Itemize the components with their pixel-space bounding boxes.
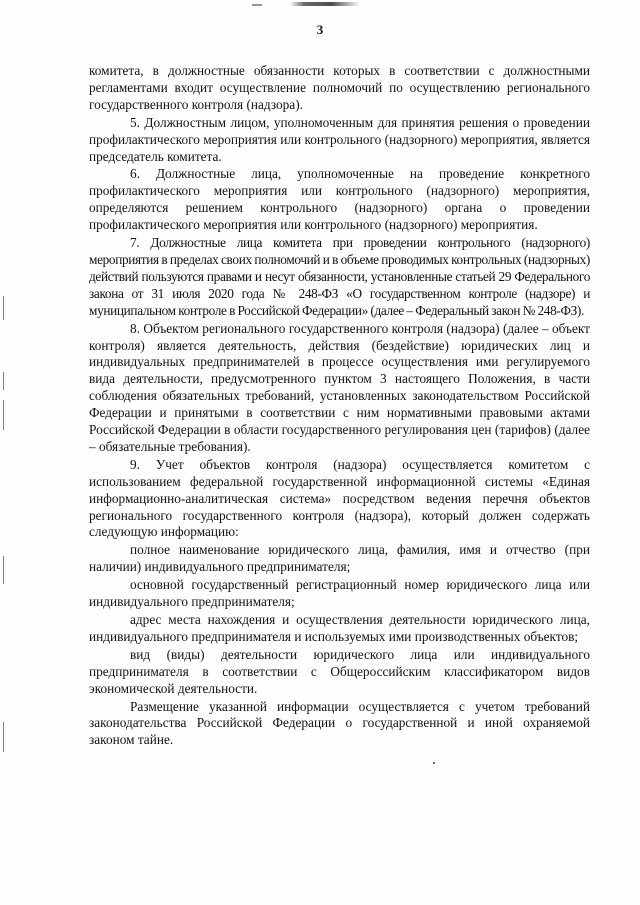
paragraph: 7. Должностные лица комитета при проведении контрольного (надзорного) мероприятия в пределах своих полномочий и в объеме проводимых контрольных (надзорных) действий пользуются правами и несут обязанности, установленные статьей 29 Федерального закона от 31 июля 2020 года № 248-ФЗ «О государственном контроле (надзоре) и муниципальном контроле в Российской Федерации» (далее – Федеральный закон № 248-ФЗ). <box>89 235 590 318</box>
scan-edge-mark <box>3 296 4 320</box>
paragraph: 9. Учет объектов контроля (надзора) осуществляется комитетом с использованием федеральной государственной информационной системы «Единая информационно-аналитическая система» посредством ведения перечня объектов регионального государственного контроля (надзора), который должен содержать следующую информацию: <box>89 456 590 540</box>
paragraph: 6. Должностные лица, уполномоченные на проведение конкретного профилактического мероприятия или контрольного (надзорного) мероприятия, определяются решением контрольного (надзорного) органа о проведении профилактического мероприятия или контрольного (надзорного) мероприятия. <box>89 166 590 233</box>
paragraph: полное наименование юридического лица, фамилия, имя и отчество (при наличии) индивидуального предпринимателя; <box>89 542 590 575</box>
paragraph: комитета, в должностные обязанности которых в соответствии с должностными регламентами входит осуществление полномочий по осуществлению регионального государственного контроля (надзора). <box>89 63 590 112</box>
scan-speck <box>433 762 435 764</box>
scan-artifact <box>290 2 360 6</box>
document-body <box>89 63 590 749</box>
scan-edge-mark <box>3 400 4 430</box>
paragraph: адрес места нахождения и осуществления деятельности юридического лица, индивидуального предпринимателя и используемых ими производственных объектов; <box>89 612 590 644</box>
scan-artifact <box>252 4 262 6</box>
scan-edge-mark <box>3 372 4 390</box>
paragraph: 5. Должностным лицом, уполномоченным для принятия решения о проведении профилактического мероприятия или контрольного (надзорного) мероприятия, является председатель комитета. <box>89 114 590 164</box>
paragraph: Размещение указанной информации осуществляется с учетом требований законодательства Российской Федерации о государственной и иной охраняемой законом тайне. <box>89 698 590 748</box>
scan-edge-mark <box>3 556 4 584</box>
scan-edge-mark <box>3 722 4 752</box>
paragraph: 8. Объектом регионального государственного контроля (надзора) (далее – объект контроля) является деятельность, действия (бездействие) юридических лиц и индивидуальных предпринимателей в процессе осуществления ими регулируемого вида деятельности, предусмотренного пунктом 3 настоящего Положения, в части соблюдения обязательных требований, установленных законодательством Российской Федерации и принятыми в соответствии с ним нормативными правовыми актами Российской Федерации в области государственного регулирования цен (тарифов) (далее – обязательные требования). <box>89 320 590 454</box>
paragraph: основной государственный регистрационный номер юридического лица или индивидуального предпринимателя; <box>89 577 590 610</box>
paragraph: вид (виды) деятельности юридического лица или индивидуального предпринимателя в соответствии с Общероссийским классификатором видов экономической деятельности. <box>89 646 590 696</box>
page-number: 3 <box>316 22 324 37</box>
